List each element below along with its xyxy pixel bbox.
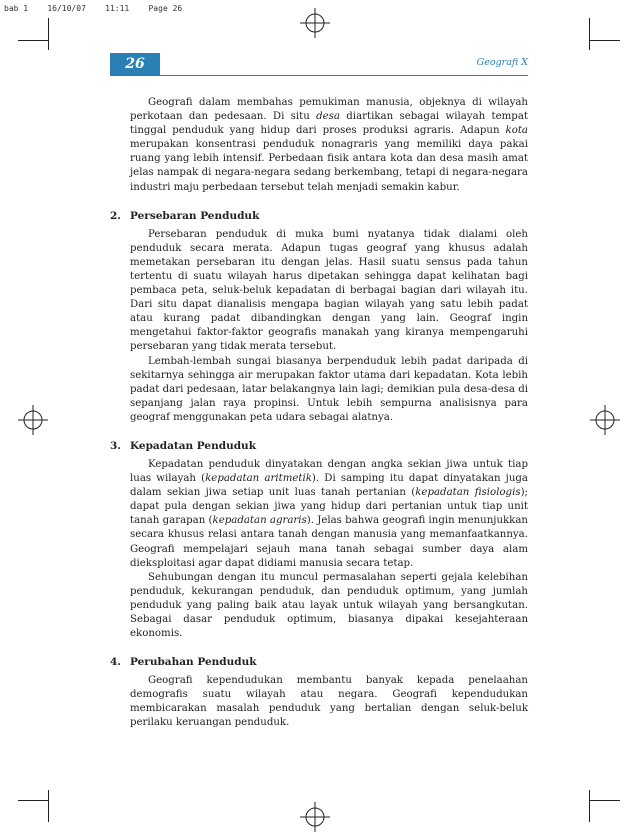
section-heading [110,655,528,669]
body-paragraph [110,571,528,641]
registration-mark-icon [590,405,620,435]
crop-mark [18,800,48,801]
print-slug: bab 1 16/10/07 11:11 Page 26 [4,4,183,13]
section [110,655,528,730]
section-title: Kepadatan Penduduk [130,439,256,452]
crop-mark [589,790,590,822]
section-title: Persebaran Penduduk [130,209,260,222]
page-number: 26 [110,53,160,75]
text-run: merupakan konsentrasi penduduk nonagraris yang memiliki daya pakai ruang yang lebih intensif. Perbedaan fisik antara kota dan desa masih amat jelas nampak di negara-negara sedang berkembang, tetapi di negara-negara industri maju perbedaan tersebut telah menjadi semakin kabur. [130,139,528,193]
body-paragraph [110,458,528,571]
section-number: 4. [110,656,121,669]
text-run: ). Di samping itu dapat dinyatakan juga dalam sekian jiwa setiap unit luas tanah pertanian ( [130,473,528,499]
registration-mark-icon [300,8,330,38]
crop-mark [48,18,49,50]
section-heading [110,209,528,223]
body-paragraph [110,674,528,730]
section-number: 2. [110,209,121,222]
section-title: Perubahan Penduduk [130,656,257,669]
crop-mark [590,40,620,41]
text-run: Sehubungan dengan itu muncul permasalahan seperti gejala kelebihan penduduk, kekurangan penduduk, dan penduduk optimum, yang jumlah penduduk yang paling baik atau layak untuk wilayah yang bersangkutan. Sebagai dasar penduduk optimum, biasanya dipakai kesejahteraan ekonomis. [130,571,528,640]
section [110,209,528,425]
registration-mark-icon [300,802,330,832]
text-run: Kepadatan penduduk dinyatakan dengan angka sekian jiwa untuk tiap luas wilayah ( [130,458,528,485]
italic-term: kepadatan aritmetik [205,473,312,485]
text-run: Persebaran penduduk di muka bumi nyatanya tidak dialami oleh penduduk secara merata. Adapun tugas geograf yang khusus adalah memetakan persebaran itu dengan jelas. Hasil suatu sensus pada tahun tertentu di suatu wilayah harus dipetakan sehingga dapat kelihatan bagi pembaca peta, seluk-beluk kepadatan di berbagai bagian dari wilayah itu. Dari situ dapat dianalisis mengapa bagian wilayah yang satu lebih padat atau kurang padat dibandingkan dengan yang lain. Geograf ingin mengetahui faktor-faktor geografis manakah yang kiranya mempengaruhi persebaran yang tidak merata tersebut. [130,228,528,353]
section [110,439,528,641]
body-paragraph [110,228,528,355]
crop-mark [48,790,49,822]
crop-mark [589,18,590,50]
text-run: diartikan sebagai wilayah tempat tinggal penduduk yang hidup dari proses produksi agraris. Adapun [130,111,528,137]
text-run: Geografi dalam membahas pemukiman manusia, objeknya di wilayah perkotaan dan pedesaan. Di situ [130,97,528,123]
body-paragraph [110,355,528,425]
text-run: Lembah-lembah sungai biasanya berpenduduk lebih padat daripada di sekitarnya sehingga air merupakan faktor utama dari kepadatan. Kota lebih padat dari pedesaan, latar belakangnya lain lagi; demikian pula desa-desa di sepanjang jalan raya propinsi. Untuk lebih sempurna analisisnya para geograf menggunakan peta udara sebagai alatnya. [130,355,528,423]
italic-term: kepadatan fisiologis [415,487,521,499]
text-run: ); dapat pula dengan sekian jiwa yang hidup dari pertanian untuk tiap unit tanah garapan ( [130,487,528,527]
running-title: Geografi X [476,57,528,68]
text-run: Geografi kependudukan membantu banyak kepada penelaahan demografis suatu wilayah atau negara. Geografi kependudukan membicarakan masalah penduduk yang bertalian dengan seluk-beluk perilaku keruangan penduduk. [130,675,528,729]
section-heading [110,439,528,453]
registration-mark-icon [18,405,48,435]
text-run: ). Jelas bahwa geografi ingin menunjukkan secara khusus relasi antara tanah dengan manusia yang memanfaatkannya. Geografi mempelajari sejauh mana tanah sebagai sumber daya alam dieksploitasi agar dapat didiami manusia secara tetap. [130,515,528,569]
crop-mark [590,800,620,801]
italic-term: kepadatan agraris [212,515,307,527]
italic-term: kota [505,125,528,137]
intro-paragraph [110,96,528,195]
page-header [110,53,528,76]
italic-term: desa [316,111,340,123]
section-number: 3. [110,439,121,452]
page-body [110,96,528,731]
crop-mark [18,40,48,41]
